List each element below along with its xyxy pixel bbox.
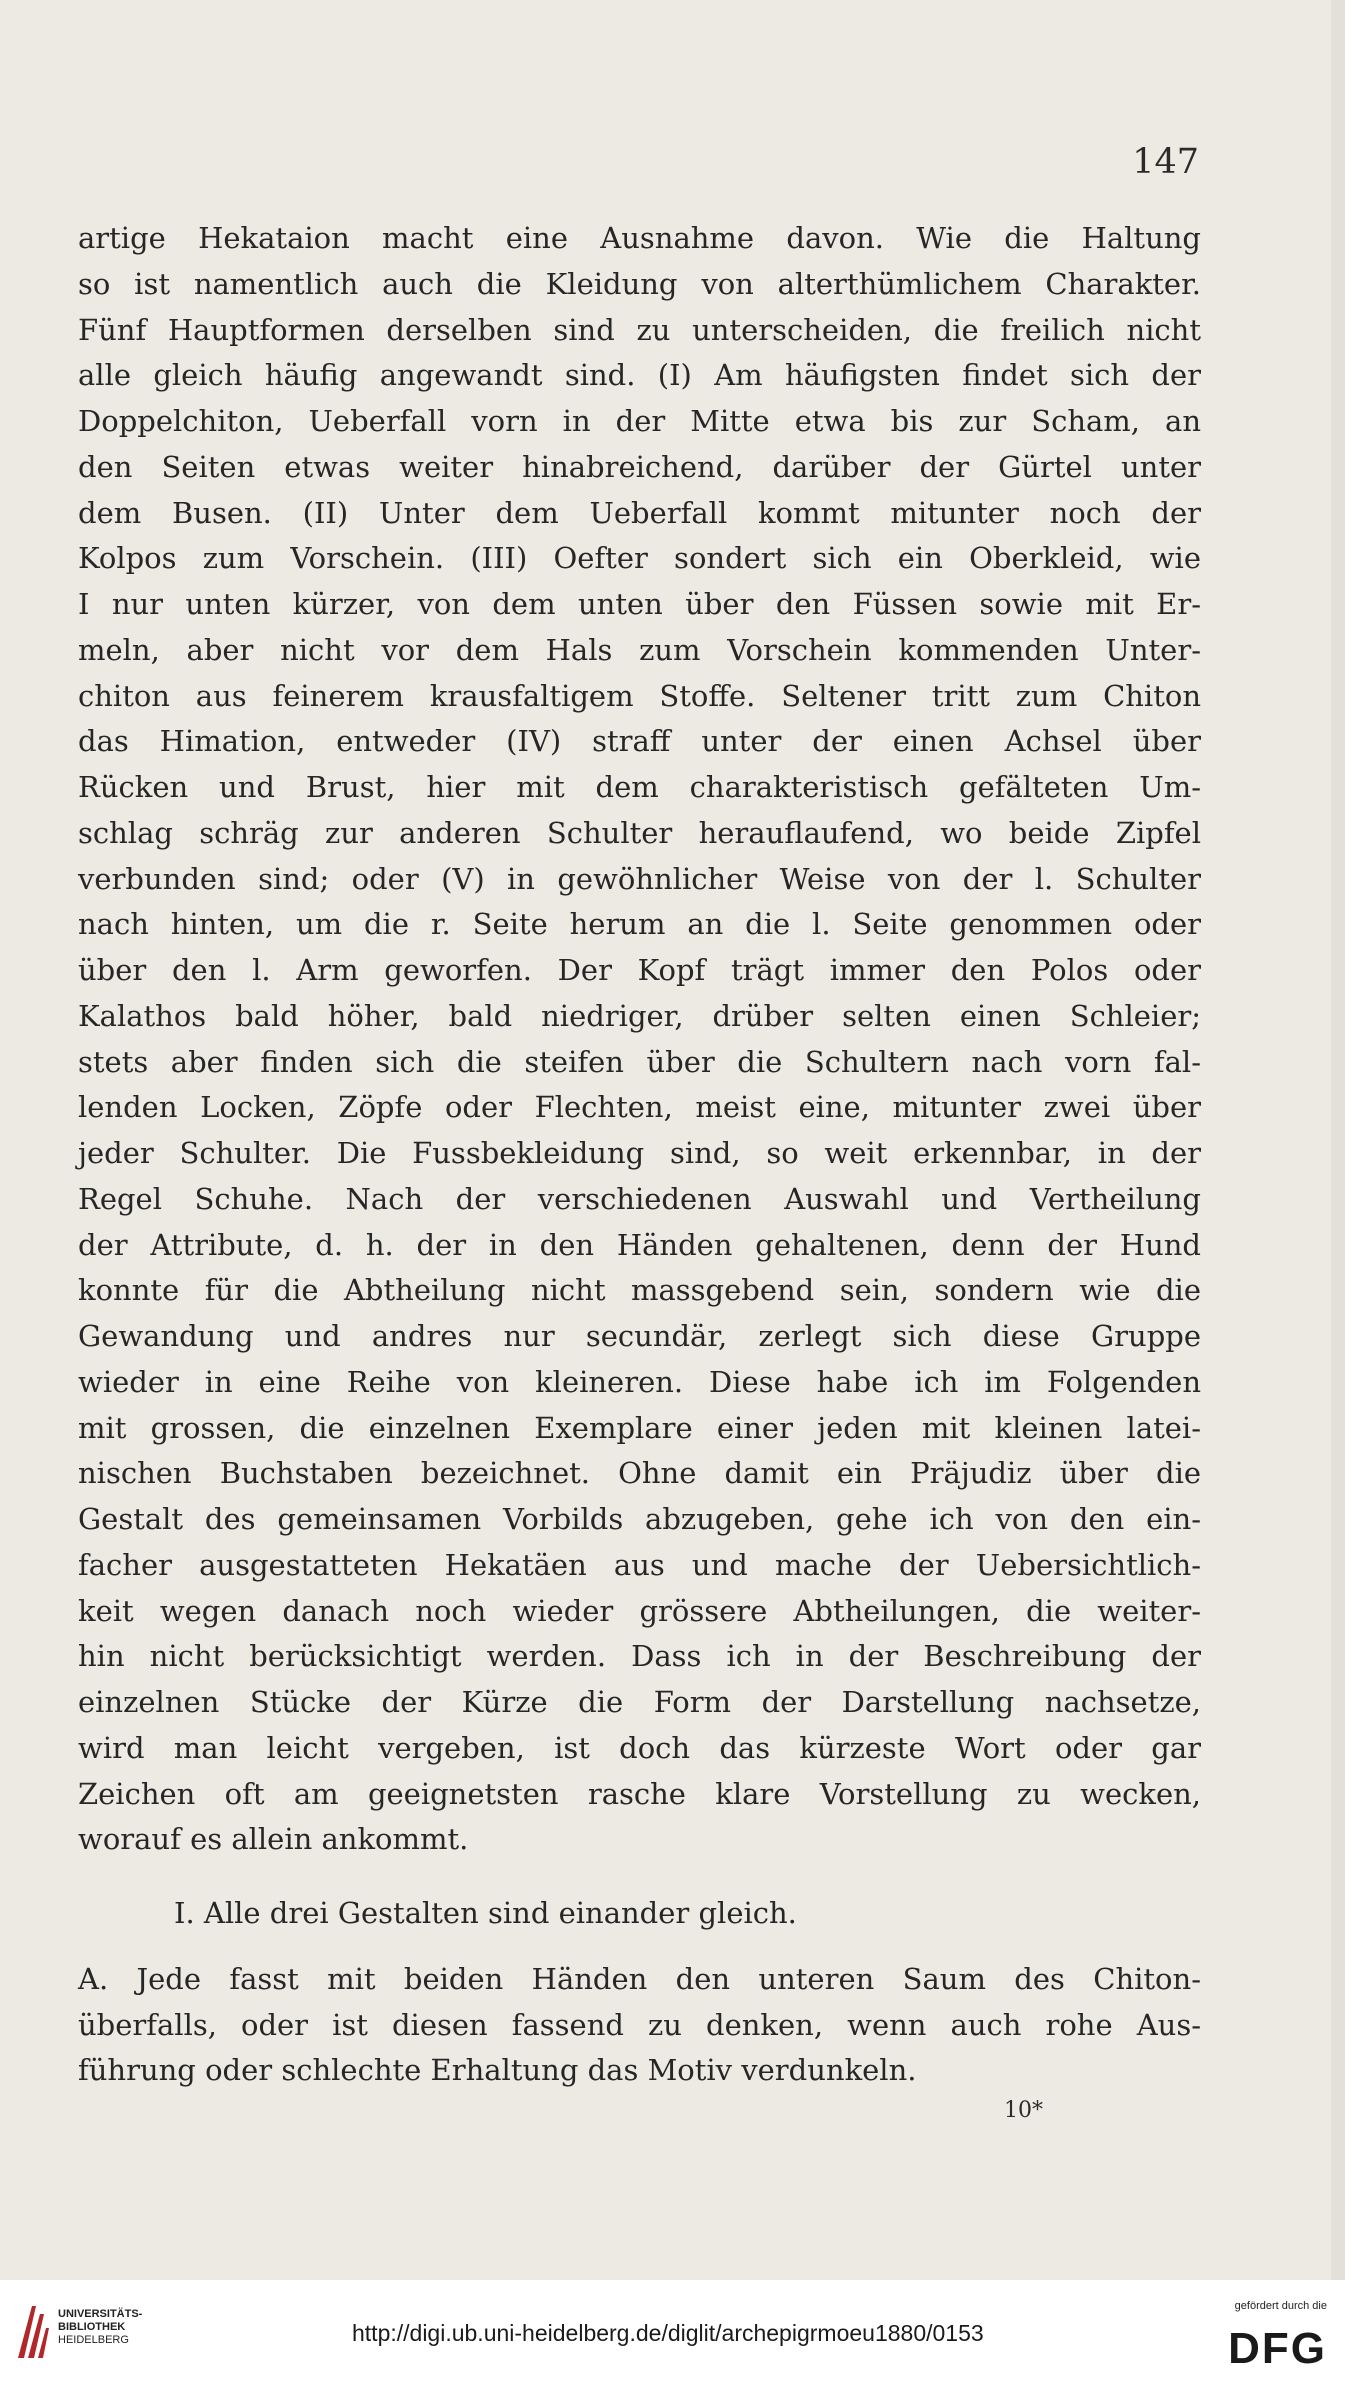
university-library-logo-icon <box>14 2302 50 2362</box>
text-line: Doppelchiton, Ueberfall vorn in der Mitte etwa bis zur Scham, an <box>78 404 1201 438</box>
text-line: meln, aber nicht vor dem Hals zum Vorschein kommenden Unter- <box>78 632 1201 667</box>
library-name-line: BIBLIOTHEK <box>58 2321 126 2333</box>
source-url-link[interactable]: http://digi.ub.uni-heidelberg.de/diglit/archepigrmoeu1880/0153 <box>352 2320 984 2346</box>
library-name-line: HEIDELBERG <box>58 2334 129 2346</box>
library-name <box>58 2308 142 2347</box>
text-line: mit grossen, die einzelnen Exemplare einer jeden mit kleinen latei- <box>78 1410 1201 1445</box>
text-line: I nur unten kürzer, von dem unten über den Füssen sowie mit Er- <box>78 587 1201 621</box>
text-line: nach hinten, um die r. Seite herum an die l. Seite genommen oder <box>78 907 1201 942</box>
text-line: den Seiten etwas weiter hinabreichend, darüber der Gürtel unter <box>78 449 1201 484</box>
body-text <box>78 216 1201 2094</box>
scan-edge <box>1331 0 1345 2280</box>
text-line: konnte für die Abtheilung nicht massgebend sein, sondern wie die <box>78 1273 1201 1308</box>
text-line: lenden Locken, Zöpfe oder Flechten, meist eine, mitunter zwei über <box>78 1090 1201 1125</box>
text-line: nischen Buchstaben bezeichnet. Ohne damit ein Präjudiz über die <box>78 1456 1201 1491</box>
section-paragraph <box>78 1957 1201 2094</box>
text-line: überfalls, oder ist diesen fassend zu denken, wenn auch rohe Aus- <box>78 2007 1201 2042</box>
text-line: Rücken und Brust, hier mit dem charakteristisch gefälteten Um- <box>78 770 1201 804</box>
footer-bar <box>0 2280 1345 2385</box>
text-line: Zeichen oft am geeignetsten rasche klare Vorstellung zu wecken, <box>78 1776 1201 1811</box>
text-line: verbunden sind; oder (V) in gewöhnlicher Weise von der l. Schulter <box>78 861 1201 896</box>
text-line: Gewandung und andres nur secundär, zerlegt sich diese Gruppe <box>78 1319 1201 1353</box>
main-paragraph <box>78 216 1201 1863</box>
page-number: 147 <box>1132 142 1199 182</box>
text-line: keit wegen danach noch wieder grössere Abtheilungen, die weiter- <box>78 1593 1201 1628</box>
dfg-logo: DFG <box>1228 2324 1327 2373</box>
text-line: Fünf Hauptformen derselben sind zu unterscheiden, die freilich nicht <box>78 312 1201 347</box>
text-line: über den l. Arm geworfen. Der Kopf trägt immer den Polos oder <box>78 953 1201 987</box>
text-line: Regel Schuhe. Nach der verschiedenen Auswahl und Vertheilung <box>78 1181 1201 1216</box>
text-line: artige Hekataion macht eine Ausnahme davon. Wie die Haltung <box>78 221 1201 255</box>
library-name-line: UNIVERSITÄTS- <box>58 2308 143 2320</box>
text-line: stets aber finden sich die steifen über die Schultern nach vorn fal- <box>78 1044 1201 1079</box>
text-line: das Himation, entweder (IV) straff unter der einen Achsel über <box>78 724 1201 759</box>
text-line: Kalathos bald höher, bald niedriger, drüber selten einen Schleier; <box>78 998 1201 1033</box>
text-line: worauf es allein ankommt. <box>78 1822 469 1857</box>
text-line: Kolpos zum Vorschein. (III) Oefter sondert sich ein Oberkleid, wie <box>78 541 1201 576</box>
text-line: führung oder schlechte Erhaltung das Motiv verdunkeln. <box>78 2053 917 2088</box>
text-line: wird man leicht vergeben, ist doch das kürzeste Wort oder gar <box>78 1730 1201 1765</box>
text-line: Gestalt des gemeinsamen Vorbilds abzugeben, gehe ich von den ein- <box>78 1502 1201 1536</box>
text-line: einzelnen Stücke der Kürze die Form der Darstellung nachsetze, <box>78 1685 1201 1719</box>
section-heading: I. Alle drei Gestalten sind einander gleich. <box>174 1896 797 1930</box>
text-line: A. Jede fasst mit beiden Händen den unteren Saum des Chiton- <box>78 1961 1201 1996</box>
text-line: der Attribute, d. h. der in den Händen gehaltenen, denn der Hund <box>78 1227 1201 1262</box>
sponsor-text: gefördert durch die <box>1234 2300 1327 2312</box>
text-line: jeder Schulter. Die Fussbekleidung sind, so weit erkennbar, in der <box>78 1136 1201 1170</box>
text-line: dem Busen. (II) Unter dem Ueberfall kommt mitunter noch der <box>78 495 1201 530</box>
text-line: alle gleich häufig angewandt sind. (I) Am häufigsten findet sich der <box>78 358 1201 393</box>
text-line: facher ausgestatteten Hekatäen aus und mache der Uebersichtlich- <box>78 1547 1201 1582</box>
text-line: chiton aus feinerem krausfaltigem Stoffe. Seltener tritt zum Chiton <box>78 678 1201 713</box>
text-line: wieder in eine Reihe von kleineren. Diese habe ich im Folgenden <box>78 1364 1201 1399</box>
text-line: so ist namentlich auch die Kleidung von alterthümlichem Charakter. <box>78 266 1201 301</box>
text-line: schlag schräg zur anderen Schulter herauflaufend, wo beide Zipfel <box>78 815 1201 850</box>
text-line: hin nicht berücksichtigt werden. Dass ich in der Beschreibung der <box>78 1639 1201 1674</box>
signature-mark: 10* <box>1004 2098 1043 2123</box>
